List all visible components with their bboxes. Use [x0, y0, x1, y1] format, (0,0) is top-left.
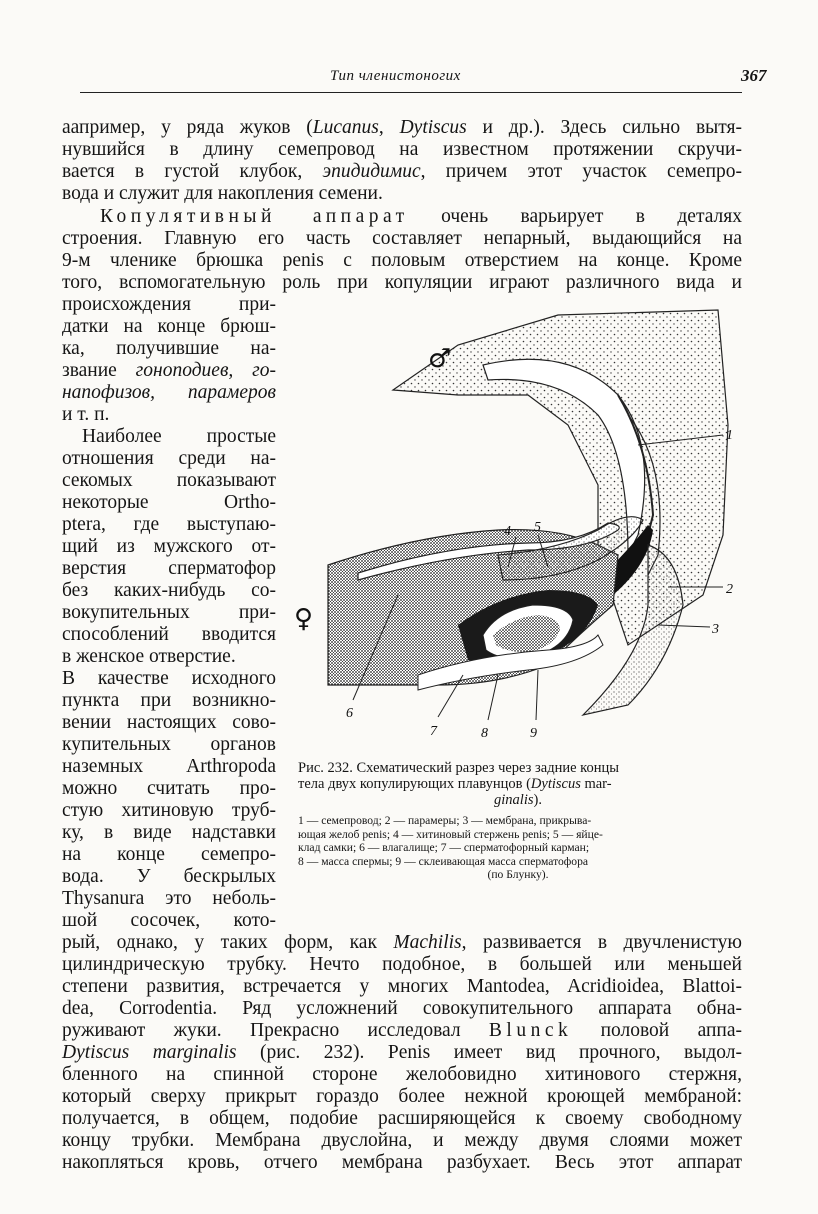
text-line: бленного на спинной стороне желобовидно хитинового стержня,: [62, 1064, 742, 1085]
figure-legend: [298, 814, 738, 882]
legend-line: 8 — масса спермы; 9 — склеивающая масса сперматофора: [298, 854, 589, 868]
page-number: 367: [741, 66, 767, 85]
text-line: ptera, где выступаю-: [62, 514, 276, 535]
text-line: получается, в общем, подобие расширяющейся к своему свободному: [62, 1108, 742, 1129]
text-fragment: очень варьирует в деталях: [408, 206, 742, 227]
text-line: [62, 206, 742, 228]
figure-label: 6: [346, 706, 353, 721]
text-fragment: руживают жуки. Прекрасно исследовал: [62, 1020, 461, 1041]
text-line: купительных органов: [62, 734, 276, 755]
text-line: рый, однако, у таких форм, как Machilis, развивается в двучленистую: [62, 932, 742, 953]
text-line: который сверху прикрыт гораздо более нежной кроющей мембраной:: [62, 1086, 742, 1107]
text-line: нувшийся в длину семепровод на известном протяжении скручи-: [62, 139, 742, 160]
text-line: ка, получившие на-: [62, 338, 276, 359]
text-line: происхождения при-: [62, 294, 276, 315]
text-line: ку, в виде надставки: [62, 822, 276, 843]
text-line: на конце семепро-: [62, 844, 276, 865]
text-line: Наиболее простые: [82, 426, 276, 447]
figure-label: 5: [534, 520, 541, 535]
text-line: стую хитиновую труб-: [62, 800, 276, 821]
figure-label: 7: [430, 724, 437, 739]
text-line: вении настоящих сово-: [62, 712, 276, 733]
text-line: концу трубки. Мембрана двуслойна, и между двумя слоями может: [62, 1130, 742, 1151]
text-line: отношения среди на-: [62, 448, 276, 469]
spaced-term: Копулятивный аппарат: [100, 206, 409, 227]
text-line: строения. Главную его часть составляет непарный, выдающийся на: [62, 228, 742, 249]
text-line: звание гоноподиев, го-: [62, 360, 276, 381]
text-line: вода и служит для накопления семени.: [62, 183, 383, 204]
text-line: без каких-нибудь со-: [62, 580, 276, 601]
text-line: датки на конце брюш-: [62, 316, 276, 337]
female-symbol: ♀: [294, 604, 314, 634]
figure-label: 1: [726, 428, 733, 443]
legend-line: клад самки; 6 — влагалище; 7 — сперматофорный карман;: [298, 841, 590, 854]
text-line: способлений вводится: [62, 624, 276, 645]
figure-label: 9: [530, 726, 537, 741]
legend-line: (по Блунку).: [487, 868, 549, 881]
caption-line: Рис. 232. Схематический разрез через задние концы: [298, 760, 619, 776]
text-line: dea, Corrodentia. Ряд усложнений совокупительного аппарата обна-: [62, 998, 742, 1019]
text-line: вода. У бескрылых: [62, 866, 276, 887]
text-line: напофизов, парамеров: [62, 382, 276, 403]
text-line: вается в густой клубок, эпидидимис, причем этот участок семепро-: [62, 161, 742, 182]
text-line: верстия сперматофор: [62, 558, 276, 579]
legend-line: 1 — семепровод; 2 — парамеры; 3 — мембрана, прикрыва-: [298, 814, 592, 827]
text-line: аапример, у ряда жуков (Lucanus, Dytiscus и др.). Здесь сильно вытя-: [62, 117, 743, 138]
text-line: 9-м членике брюшка penis с половым отверстием на конце. Кроме: [62, 250, 742, 271]
text-line: накопляться кровь, отчего мембрана разбухает. Весь этот аппарат: [62, 1152, 742, 1173]
text-line: того, вспомогательную роль при копуляции играют различного вида и: [62, 272, 742, 293]
text-fragment: половой аппа-: [572, 1020, 742, 1041]
text-line: наземных Arthropoda: [62, 756, 276, 777]
figure-caption: [298, 760, 738, 808]
figure-label: 8: [481, 726, 488, 741]
figure-label: 3: [712, 622, 719, 637]
text-line: В качестве исходного: [62, 668, 276, 689]
text-line: вокупительных при-: [62, 602, 276, 623]
running-title: Тип членистоногих: [330, 68, 461, 84]
anatomical-section-drawing: [294, 305, 750, 755]
text-line: цилиндрическую трубку. Нечто подобное, в большей или меньшей: [62, 954, 742, 975]
text-line: степени развития, встречается у многих Mantodea, Acridioidea, Blattoi-: [62, 976, 742, 997]
text-line: шой сосочек, кото-: [62, 910, 276, 931]
figure-label: 4: [504, 524, 511, 539]
legend-line: ющая желоб penis; 4 — хитиновый стержень penis; 5 — яйце-: [298, 827, 603, 841]
text-line: некоторые Ortho-: [62, 492, 276, 513]
text-line: можно считать про-: [62, 778, 276, 799]
spaced-name: Blunck: [488, 1020, 573, 1041]
figure-label: 2: [726, 582, 733, 597]
caption-line: ginalis).: [494, 792, 542, 808]
text-line: Dytiscus marginalis (рис. 232). Penis имеет вид прочного, выдол-: [62, 1042, 742, 1063]
text-line: в женское отверстие.: [62, 646, 236, 667]
male-symbol: ♂: [428, 344, 452, 374]
text-line: [62, 1020, 742, 1042]
text-line: секомых показывают: [62, 470, 276, 491]
text-line: и т. п.: [62, 404, 110, 425]
text-line: пункта при возникно-: [62, 690, 276, 711]
header-rule: [80, 92, 742, 93]
text-line: Thysanura это неболь-: [62, 888, 276, 909]
text-line: щий из мужского от-: [62, 536, 276, 557]
caption-line: тела двух копулирующих плавунцов (Dytiscus mar-: [298, 776, 612, 792]
